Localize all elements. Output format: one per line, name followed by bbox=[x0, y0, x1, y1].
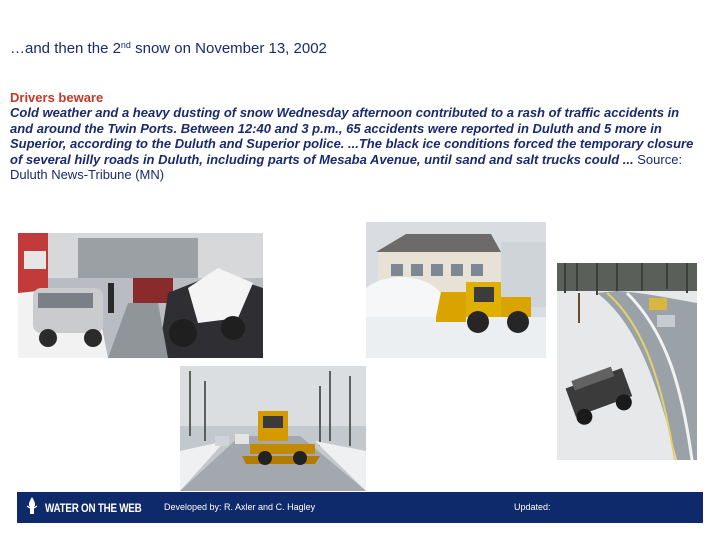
photo-plow-truck bbox=[180, 366, 366, 491]
water-on-the-web-logo[interactable] bbox=[25, 498, 163, 518]
updated-label: Updated: bbox=[514, 502, 551, 512]
developed-by: Developed by: R. Axler and C. Hagley bbox=[164, 502, 316, 512]
photo-snow-loader bbox=[366, 222, 546, 358]
source-name: Duluth News-Tribune (MN) bbox=[10, 167, 165, 182]
article-text: Cold weather and a heavy dusting of snow Wednesday afternoon contributed to a rash of traffic accidents in and around the Twin Ports. Between 12:40 and 3 p.m., 65 accidents were reported in Duluth and 5 more in Superior, according to the Duluth and Superior police. ...The black ice conditions forced the temporary closure of several hilly roads in Duluth, including parts of Mesaba Avenue, until sand and salt trucks could ... bbox=[10, 105, 694, 167]
slide-title: …and then the 2nd snow on November 13, 2002 bbox=[10, 40, 327, 57]
article-headline: Drivers beware bbox=[10, 90, 104, 105]
logo-text: WATER ON THE WEB bbox=[45, 501, 142, 515]
photo-car-pileup bbox=[18, 233, 263, 358]
article-body bbox=[10, 105, 700, 183]
hand-water-icon bbox=[25, 496, 39, 521]
photo-overturned-car bbox=[557, 263, 697, 460]
source-label: Source: bbox=[633, 151, 683, 167]
footer-bar bbox=[17, 492, 703, 523]
